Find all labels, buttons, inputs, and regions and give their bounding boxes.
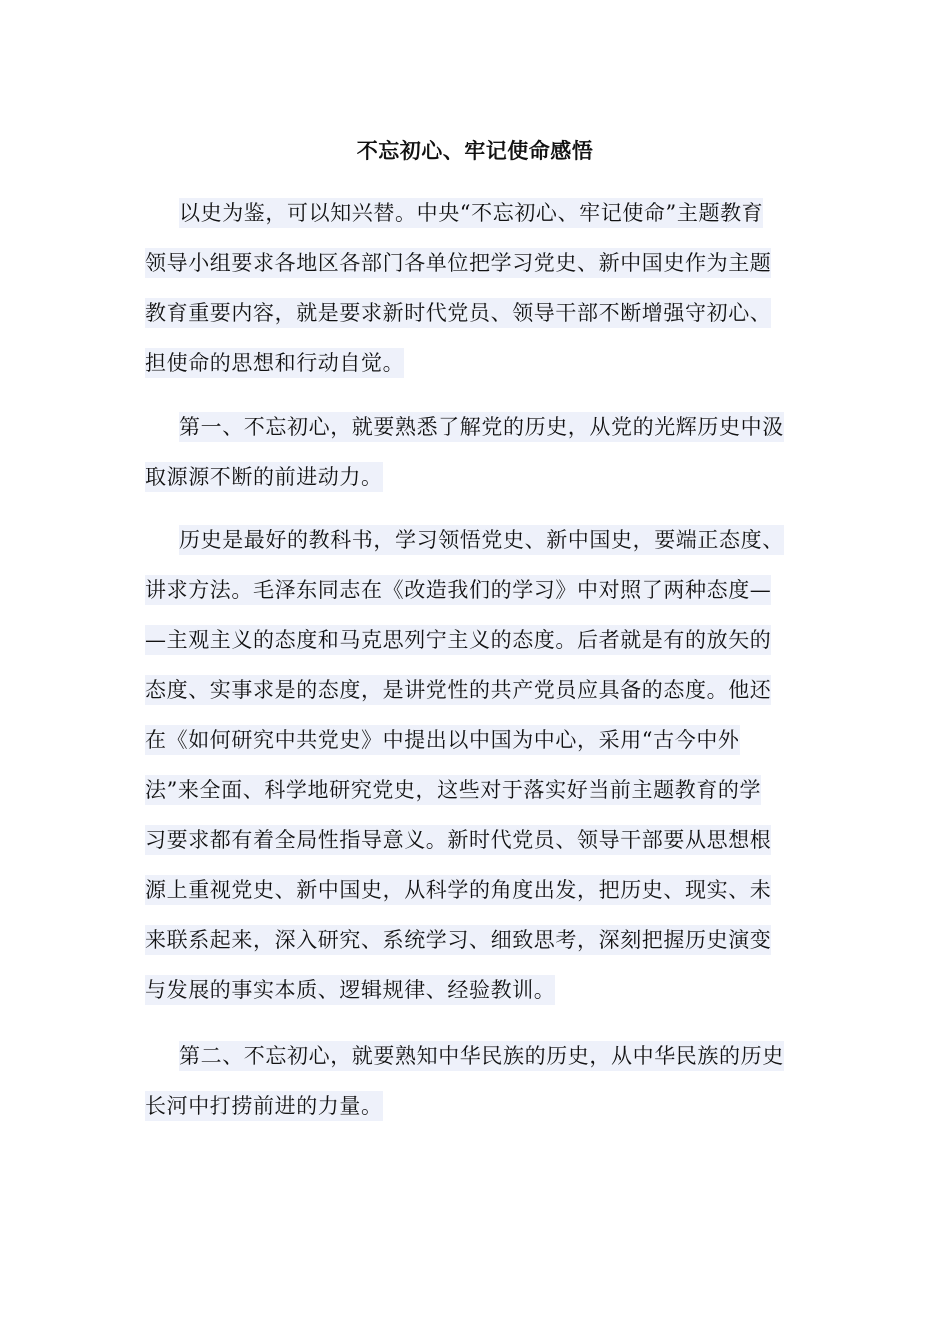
paragraph-point-one (145, 408, 809, 508)
text-line: 与发展的事实本质、逻辑规律、经验教训。 (145, 971, 809, 1013)
text-line: 取源源不断的前进动力。 (145, 458, 809, 500)
text-line: 领导小组要求各地区各部门各单位把学习党史、新中国史作为主题 (145, 244, 809, 286)
text-line: 第二、不忘初心，就要熟知中华民族的历史，从中华民族的历史 (145, 1037, 809, 1079)
text-line: 法”来全面、科学地研究党史，这些对于落实好当前主题教育的学 (145, 771, 809, 813)
text-line: 来联系起来，深入研究、系统学习、细致思考，深刻把握历史演变 (145, 921, 809, 963)
text-line: 源上重视党史、新中国史，从科学的角度出发，把历史、现实、未 (145, 871, 809, 913)
text-line: 教育重要内容，就是要求新时代党员、领导干部不断增强守初心、 (145, 294, 809, 336)
text-line: 以史为鉴，可以知兴替。中央“不忘初心、牢记使命”主题教育 (145, 194, 809, 236)
text-line: 长河中打捞前进的力量。 (145, 1087, 809, 1129)
text-line: 第一、不忘初心，就要熟悉了解党的历史，从党的光辉历史中汲 (145, 408, 809, 450)
text-line: 担使命的思想和行动自觉。 (145, 344, 809, 386)
text-line: —主观主义的态度和马克思列宁主义的态度。后者就是有的放矢的 (145, 621, 809, 663)
text-line: 态度、实事求是的态度，是讲党性的共产党员应具备的态度。他还 (145, 671, 809, 713)
text-line: 讲求方法。毛泽东同志在《改造我们的学习》中对照了两种态度— (145, 571, 809, 613)
paragraph-point-two (145, 1037, 809, 1137)
paragraph-intro (145, 194, 809, 394)
document-title: 不忘初心、牢记使命感悟 (356, 138, 594, 163)
text-line: 习要求都有着全局性指导意义。新时代党员、领导干部要从思想根 (145, 821, 809, 863)
text-line: 历史是最好的教科书，学习领悟党史、新中国史，要端正态度、 (145, 521, 809, 563)
paragraph-history-study (145, 521, 809, 1021)
text-line: 在《如何研究中共党史》中提出以中国为中心，采用“古今中外 (145, 721, 809, 763)
